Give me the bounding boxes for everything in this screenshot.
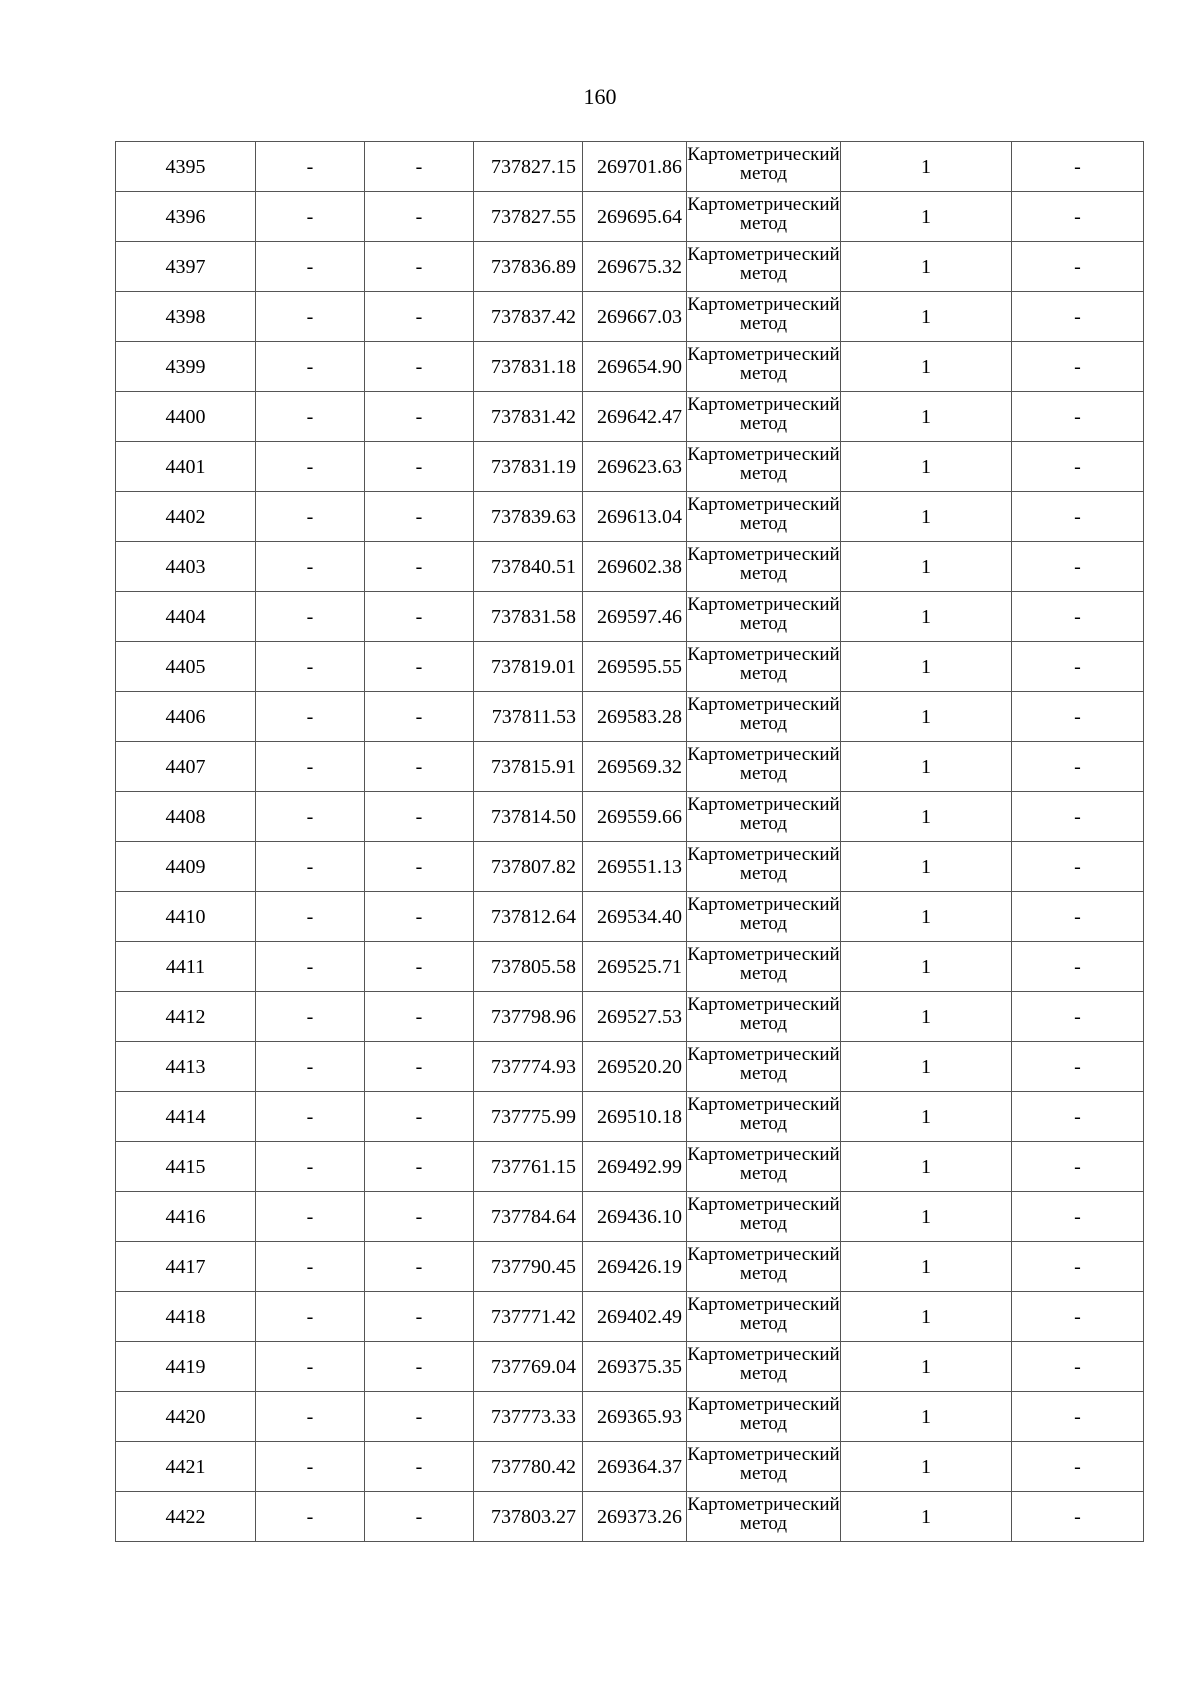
cell-point-number: 4396 [116, 192, 256, 242]
cell-precision: 1 [841, 542, 1012, 592]
cell-precision: 1 [841, 1242, 1012, 1292]
cell-note: - [1012, 1142, 1144, 1192]
cell-method: Картометрический метод [687, 592, 841, 642]
cell-x-coordinate: 737773.33 [474, 1392, 583, 1442]
cell-col3: - [365, 542, 474, 592]
cell-method: Картометрический метод [687, 1142, 841, 1192]
cell-col2: - [256, 992, 365, 1042]
cell-col3: - [365, 1042, 474, 1092]
table-row [116, 1192, 1144, 1242]
table-row [116, 342, 1144, 392]
cell-col3: - [365, 942, 474, 992]
cell-y-coordinate: 269365.93 [583, 1392, 687, 1442]
page-number: 160 [583, 84, 617, 109]
cell-point-number: 4422 [116, 1492, 256, 1542]
cell-x-coordinate: 737839.63 [474, 492, 583, 542]
cell-x-coordinate: 737811.53 [474, 692, 583, 742]
cell-note: - [1012, 592, 1144, 642]
table-row [116, 442, 1144, 492]
cell-precision: 1 [841, 1192, 1012, 1242]
cell-note: - [1012, 392, 1144, 442]
cell-col3: - [365, 1092, 474, 1142]
cell-col3: - [365, 1292, 474, 1342]
cell-point-number: 4395 [116, 142, 256, 192]
cell-precision: 1 [841, 442, 1012, 492]
cell-col3: - [365, 1492, 474, 1542]
cell-precision: 1 [841, 192, 1012, 242]
cell-precision: 1 [841, 792, 1012, 842]
cell-y-coordinate: 269613.04 [583, 492, 687, 542]
cell-x-coordinate: 737840.51 [474, 542, 583, 592]
cell-point-number: 4413 [116, 1042, 256, 1092]
table-row [116, 1092, 1144, 1142]
cell-point-number: 4408 [116, 792, 256, 842]
cell-note: - [1012, 242, 1144, 292]
cell-x-coordinate: 737790.45 [474, 1242, 583, 1292]
cell-col3: - [365, 1342, 474, 1392]
cell-x-coordinate: 737775.99 [474, 1092, 583, 1142]
cell-precision: 1 [841, 292, 1012, 342]
cell-note: - [1012, 1092, 1144, 1142]
table-row [116, 1142, 1144, 1192]
cell-col2: - [256, 942, 365, 992]
cell-precision: 1 [841, 1492, 1012, 1542]
cell-point-number: 4417 [116, 1242, 256, 1292]
cell-col3: - [365, 292, 474, 342]
cell-col3: - [365, 1392, 474, 1442]
cell-y-coordinate: 269654.90 [583, 342, 687, 392]
cell-col2: - [256, 1092, 365, 1142]
table-row [116, 642, 1144, 692]
cell-precision: 1 [841, 892, 1012, 942]
cell-y-coordinate: 269492.99 [583, 1142, 687, 1192]
cell-col2: - [256, 392, 365, 442]
cell-method: Картометрический метод [687, 892, 841, 942]
cell-method: Картометрический метод [687, 542, 841, 592]
cell-col2: - [256, 1242, 365, 1292]
cell-note: - [1012, 1192, 1144, 1242]
cell-point-number: 4421 [116, 1442, 256, 1492]
cell-precision: 1 [841, 842, 1012, 892]
cell-point-number: 4400 [116, 392, 256, 442]
table-row [116, 942, 1144, 992]
table-row [116, 492, 1144, 542]
cell-point-number: 4411 [116, 942, 256, 992]
cell-method: Картометрический метод [687, 1092, 841, 1142]
cell-x-coordinate: 737827.15 [474, 142, 583, 192]
cell-col2: - [256, 1492, 365, 1542]
coordinates-table [115, 141, 1144, 1542]
cell-y-coordinate: 269701.86 [583, 142, 687, 192]
cell-col2: - [256, 1392, 365, 1442]
cell-note: - [1012, 892, 1144, 942]
cell-col3: - [365, 1142, 474, 1192]
cell-point-number: 4407 [116, 742, 256, 792]
cell-y-coordinate: 269534.40 [583, 892, 687, 942]
cell-y-coordinate: 269675.32 [583, 242, 687, 292]
cell-method: Картометрический метод [687, 1442, 841, 1492]
cell-precision: 1 [841, 1042, 1012, 1092]
cell-col2: - [256, 342, 365, 392]
cell-x-coordinate: 737812.64 [474, 892, 583, 942]
cell-point-number: 4419 [116, 1342, 256, 1392]
cell-col2: - [256, 1192, 365, 1242]
cell-col2: - [256, 1442, 365, 1492]
cell-col3: - [365, 692, 474, 742]
table-body [116, 142, 1144, 1542]
cell-col2: - [256, 142, 365, 192]
cell-col3: - [365, 1242, 474, 1292]
cell-y-coordinate: 269595.55 [583, 642, 687, 692]
cell-y-coordinate: 269373.26 [583, 1492, 687, 1542]
table-row [116, 542, 1144, 592]
cell-point-number: 4412 [116, 992, 256, 1042]
cell-x-coordinate: 737831.58 [474, 592, 583, 642]
table-row [116, 1292, 1144, 1342]
cell-precision: 1 [841, 242, 1012, 292]
cell-x-coordinate: 737837.42 [474, 292, 583, 342]
cell-method: Картометрический метод [687, 992, 841, 1042]
cell-col3: - [365, 892, 474, 942]
cell-col2: - [256, 192, 365, 242]
cell-point-number: 4409 [116, 842, 256, 892]
cell-y-coordinate: 269602.38 [583, 542, 687, 592]
table-row [116, 242, 1144, 292]
cell-y-coordinate: 269402.49 [583, 1292, 687, 1342]
table-row [116, 142, 1144, 192]
table-row [116, 1242, 1144, 1292]
cell-note: - [1012, 1042, 1144, 1092]
cell-x-coordinate: 737761.15 [474, 1142, 583, 1192]
cell-col2: - [256, 1042, 365, 1092]
cell-precision: 1 [841, 592, 1012, 642]
cell-note: - [1012, 1242, 1144, 1292]
cell-note: - [1012, 1442, 1144, 1492]
cell-note: - [1012, 192, 1144, 242]
cell-method: Картометрический метод [687, 1042, 841, 1092]
cell-col2: - [256, 742, 365, 792]
cell-method: Картометрический метод [687, 442, 841, 492]
cell-col3: - [365, 142, 474, 192]
cell-precision: 1 [841, 1442, 1012, 1492]
cell-x-coordinate: 737803.27 [474, 1492, 583, 1542]
cell-method: Картометрический метод [687, 142, 841, 192]
cell-y-coordinate: 269642.47 [583, 392, 687, 442]
cell-col2: - [256, 442, 365, 492]
table-row [116, 192, 1144, 242]
table-row [116, 592, 1144, 642]
table-row [116, 842, 1144, 892]
cell-point-number: 4399 [116, 342, 256, 392]
cell-col3: - [365, 642, 474, 692]
table-row [116, 1042, 1144, 1092]
cell-method: Картометрический метод [687, 1392, 841, 1442]
cell-y-coordinate: 269525.71 [583, 942, 687, 992]
cell-y-coordinate: 269527.53 [583, 992, 687, 1042]
cell-point-number: 4402 [116, 492, 256, 542]
cell-col3: - [365, 192, 474, 242]
cell-y-coordinate: 269375.35 [583, 1342, 687, 1392]
cell-note: - [1012, 342, 1144, 392]
cell-col3: - [365, 992, 474, 1042]
cell-note: - [1012, 742, 1144, 792]
cell-y-coordinate: 269520.20 [583, 1042, 687, 1092]
cell-y-coordinate: 269695.64 [583, 192, 687, 242]
cell-method: Картометрический метод [687, 942, 841, 992]
cell-note: - [1012, 1292, 1144, 1342]
cell-y-coordinate: 269569.32 [583, 742, 687, 792]
cell-col2: - [256, 242, 365, 292]
table-row [116, 792, 1144, 842]
cell-precision: 1 [841, 1392, 1012, 1442]
cell-col3: - [365, 1192, 474, 1242]
cell-point-number: 4418 [116, 1292, 256, 1342]
cell-x-coordinate: 737819.01 [474, 642, 583, 692]
table-row [116, 1442, 1144, 1492]
cell-note: - [1012, 542, 1144, 592]
cell-col2: - [256, 492, 365, 542]
cell-col3: - [365, 742, 474, 792]
cell-method: Картометрический метод [687, 842, 841, 892]
cell-note: - [1012, 1392, 1144, 1442]
cell-note: - [1012, 1342, 1144, 1392]
cell-y-coordinate: 269436.10 [583, 1192, 687, 1242]
cell-method: Картометрический метод [687, 292, 841, 342]
cell-x-coordinate: 737780.42 [474, 1442, 583, 1492]
cell-x-coordinate: 737774.93 [474, 1042, 583, 1092]
cell-y-coordinate: 269583.28 [583, 692, 687, 742]
cell-col3: - [365, 792, 474, 842]
table-row [116, 1492, 1144, 1542]
cell-method: Картометрический метод [687, 342, 841, 392]
cell-point-number: 4404 [116, 592, 256, 642]
cell-note: - [1012, 142, 1144, 192]
cell-col2: - [256, 692, 365, 742]
cell-note: - [1012, 992, 1144, 1042]
cell-precision: 1 [841, 1292, 1012, 1342]
cell-col2: - [256, 642, 365, 692]
cell-col2: - [256, 1342, 365, 1392]
cell-note: - [1012, 942, 1144, 992]
cell-col2: - [256, 542, 365, 592]
cell-col3: - [365, 342, 474, 392]
cell-note: - [1012, 792, 1144, 842]
cell-point-number: 4416 [116, 1192, 256, 1242]
cell-point-number: 4398 [116, 292, 256, 342]
cell-col3: - [365, 392, 474, 442]
cell-precision: 1 [841, 142, 1012, 192]
cell-precision: 1 [841, 692, 1012, 742]
cell-col2: - [256, 1292, 365, 1342]
cell-point-number: 4405 [116, 642, 256, 692]
cell-method: Картометрический метод [687, 1242, 841, 1292]
cell-x-coordinate: 737831.19 [474, 442, 583, 492]
cell-note: - [1012, 842, 1144, 892]
cell-point-number: 4410 [116, 892, 256, 942]
cell-y-coordinate: 269551.13 [583, 842, 687, 892]
cell-precision: 1 [841, 392, 1012, 442]
cell-y-coordinate: 269364.37 [583, 1442, 687, 1492]
cell-x-coordinate: 737769.04 [474, 1342, 583, 1392]
cell-col2: - [256, 292, 365, 342]
cell-method: Картометрический метод [687, 1492, 841, 1542]
cell-col2: - [256, 842, 365, 892]
cell-point-number: 4403 [116, 542, 256, 592]
cell-precision: 1 [841, 1342, 1012, 1392]
cell-method: Картометрический метод [687, 392, 841, 442]
cell-method: Картометрический метод [687, 492, 841, 542]
table-row [116, 392, 1144, 442]
cell-precision: 1 [841, 992, 1012, 1042]
cell-note: - [1012, 442, 1144, 492]
cell-col3: - [365, 592, 474, 642]
cell-point-number: 4397 [116, 242, 256, 292]
cell-col2: - [256, 1142, 365, 1192]
cell-x-coordinate: 737798.96 [474, 992, 583, 1042]
cell-y-coordinate: 269426.19 [583, 1242, 687, 1292]
cell-method: Картометрический метод [687, 1342, 841, 1392]
cell-y-coordinate: 269559.66 [583, 792, 687, 842]
cell-col3: - [365, 842, 474, 892]
cell-col2: - [256, 892, 365, 942]
cell-point-number: 4406 [116, 692, 256, 742]
cell-point-number: 4415 [116, 1142, 256, 1192]
cell-x-coordinate: 737771.42 [474, 1292, 583, 1342]
cell-method: Картометрический метод [687, 1292, 841, 1342]
cell-col2: - [256, 792, 365, 842]
table-row [116, 692, 1144, 742]
table-row [116, 892, 1144, 942]
cell-precision: 1 [841, 342, 1012, 392]
cell-x-coordinate: 737784.64 [474, 1192, 583, 1242]
cell-x-coordinate: 737831.18 [474, 342, 583, 392]
cell-x-coordinate: 737831.42 [474, 392, 583, 442]
cell-x-coordinate: 737814.50 [474, 792, 583, 842]
cell-precision: 1 [841, 492, 1012, 542]
cell-note: - [1012, 492, 1144, 542]
cell-col3: - [365, 242, 474, 292]
cell-note: - [1012, 292, 1144, 342]
cell-method: Картометрический метод [687, 742, 841, 792]
cell-method: Картометрический метод [687, 692, 841, 742]
cell-note: - [1012, 692, 1144, 742]
cell-col3: - [365, 442, 474, 492]
table-row [116, 1392, 1144, 1442]
cell-x-coordinate: 737807.82 [474, 842, 583, 892]
cell-y-coordinate: 269667.03 [583, 292, 687, 342]
cell-method: Картометрический метод [687, 1192, 841, 1242]
cell-note: - [1012, 1492, 1144, 1542]
table-row [116, 742, 1144, 792]
cell-method: Картометрический метод [687, 792, 841, 842]
cell-point-number: 4420 [116, 1392, 256, 1442]
cell-point-number: 4401 [116, 442, 256, 492]
cell-precision: 1 [841, 742, 1012, 792]
cell-col3: - [365, 492, 474, 542]
cell-x-coordinate: 737836.89 [474, 242, 583, 292]
table-row [116, 1342, 1144, 1392]
cell-col3: - [365, 1442, 474, 1492]
cell-y-coordinate: 269597.46 [583, 592, 687, 642]
table-row [116, 292, 1144, 342]
cell-method: Картометрический метод [687, 192, 841, 242]
cell-precision: 1 [841, 942, 1012, 992]
cell-point-number: 4414 [116, 1092, 256, 1142]
cell-col2: - [256, 592, 365, 642]
cell-method: Картометрический метод [687, 242, 841, 292]
cell-precision: 1 [841, 1092, 1012, 1142]
cell-method: Картометрический метод [687, 642, 841, 692]
table-row [116, 992, 1144, 1042]
cell-precision: 1 [841, 1142, 1012, 1192]
cell-note: - [1012, 642, 1144, 692]
cell-precision: 1 [841, 642, 1012, 692]
cell-x-coordinate: 737815.91 [474, 742, 583, 792]
cell-x-coordinate: 737805.58 [474, 942, 583, 992]
cell-y-coordinate: 269510.18 [583, 1092, 687, 1142]
cell-x-coordinate: 737827.55 [474, 192, 583, 242]
cell-y-coordinate: 269623.63 [583, 442, 687, 492]
